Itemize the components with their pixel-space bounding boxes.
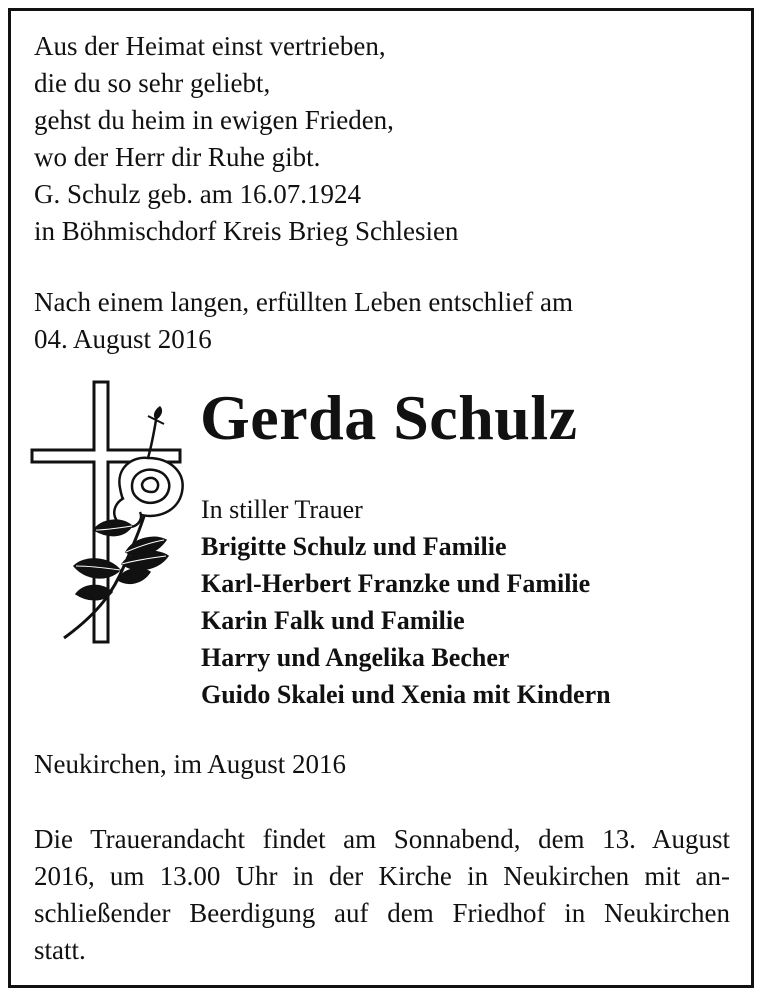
death-notice	[34, 284, 573, 358]
cross-with-rose-icon	[28, 380, 188, 652]
death-notice-line: Nach einem langen, erfüllten Leben entschlief am	[34, 287, 574, 317]
mourners-intro: In stiller Trauer	[201, 495, 363, 524]
mourner-entry: Karl-Herbert Franzke und Familie	[201, 569, 591, 598]
mourner-entry: Brigitte Schulz und Familie	[201, 532, 507, 561]
place-and-date: Neukirchen, im August 2016	[34, 749, 346, 779]
service-line: statt.	[34, 935, 86, 965]
poem-line: Aus der Heimat einst vertrieben,	[34, 31, 386, 61]
mourners-list	[201, 492, 611, 713]
mourner-entry: Guido Skalei und Xenia mit Kindern	[201, 680, 611, 709]
memorial-poem	[34, 28, 458, 250]
birthplace-line: in Böhmischdorf Kreis Brieg Schlesien	[34, 216, 459, 246]
service-line: Die Trauerandacht findet am Sonnabend, dem 13. August	[34, 824, 730, 854]
mourner-entry: Karin Falk und Familie	[201, 606, 465, 635]
funeral-service-info	[34, 821, 730, 969]
death-date-line: 04. August 2016	[34, 324, 212, 354]
mourner-entry: Harry und Angelika Becher	[201, 643, 510, 672]
deceased-name: Gerda Schulz	[200, 382, 578, 453]
poem-line: wo der Herr dir Ruhe gibt.	[34, 142, 321, 172]
poem-line: gehst du heim in ewigen Frieden,	[34, 105, 394, 135]
service-line: 2016, um 13.00 Uhr in der Kirche in Neukirchen mit an-	[34, 861, 730, 891]
birth-line: G. Schulz geb. am 16.07.1924	[34, 179, 361, 209]
poem-line: die du so sehr geliebt,	[34, 68, 271, 98]
service-line: schließender Beerdigung auf dem Friedhof in Neukirchen	[34, 898, 730, 928]
